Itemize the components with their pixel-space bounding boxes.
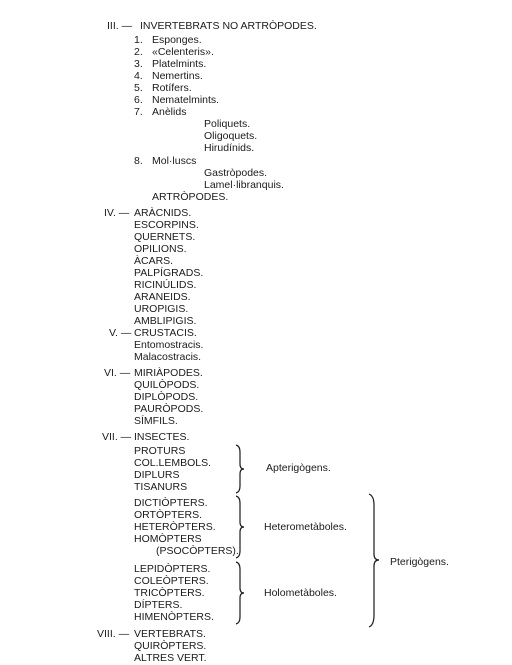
list-item: Anèlids xyxy=(152,106,187,118)
list-item: DIPLURS xyxy=(134,469,180,481)
list-item: MIRIÀPODES. xyxy=(134,367,203,379)
list-item: LEPIDÒPTERS. xyxy=(134,563,211,575)
list-item: COL.LEMBOLS. xyxy=(134,457,212,469)
list-item: Nemertins. xyxy=(152,70,203,82)
group-label-apterigogens: Apterigògens. xyxy=(266,462,331,474)
list-item: QUILÒPODS. xyxy=(134,379,200,391)
list-number: 8. xyxy=(134,155,143,167)
group-brace-pterigogens xyxy=(366,493,382,628)
list-number: 4. xyxy=(134,70,143,82)
list-item: DIPLÒPODS. xyxy=(134,391,199,403)
list-item: «Celenteris». xyxy=(152,46,214,58)
list-item: Nematelmints. xyxy=(152,94,220,106)
list-item: HOMÒPTERS xyxy=(134,533,202,545)
list-item: HIMENÒPTERS. xyxy=(134,611,214,623)
list-item: ÀCARS. xyxy=(134,255,174,267)
list-item: ORTÒPTERS. xyxy=(134,509,203,521)
list-item: QUERNETS. xyxy=(134,231,196,243)
group-label-pterigogens: Pterigògens. xyxy=(390,556,449,568)
list-item: Entomostracis. xyxy=(134,339,204,351)
list-number: 5. xyxy=(134,82,143,94)
list-number: 6. xyxy=(134,94,143,106)
list-item: DICTIÒPTERS. xyxy=(134,497,208,509)
list-number: 2. xyxy=(134,46,143,58)
list-item: PAURÒPODS. xyxy=(134,403,204,415)
section-7-title: INSECTES. xyxy=(134,431,190,443)
section-6-number: VI. — xyxy=(104,367,131,379)
group-label-holometaboles: Holometàboles. xyxy=(264,587,337,599)
list-item: Mol·luscs xyxy=(152,155,197,167)
group-brace-apterigogens xyxy=(233,444,247,494)
list-item: ALTRES VERT. xyxy=(134,652,207,664)
list-item: Platelmints. xyxy=(152,58,207,70)
sub-item-anelids: Oligoquets. xyxy=(204,130,258,142)
list-item: UROPIGIS. xyxy=(134,303,189,315)
list-item: ESCORPINS. xyxy=(134,219,199,231)
list-item: PROTURS xyxy=(134,445,186,457)
list-item: ARÀCNIDS. xyxy=(134,207,192,219)
section-3-number: III. — xyxy=(107,20,133,32)
sub-item-anelids: Poliquets. xyxy=(204,118,251,130)
sub-item-anelids: Hirudínids. xyxy=(204,142,255,154)
list-number: 7. xyxy=(134,106,143,118)
list-item: (PSOCÒPTERS). xyxy=(156,545,239,557)
list-item: PALPÍGRADS. xyxy=(134,267,204,279)
list-item: CRUSTACIS. xyxy=(134,327,197,339)
list-item: QUIRÒPTERS. xyxy=(134,640,207,652)
section-5-number: V. — xyxy=(109,327,132,339)
list-item: TRICÒPTERS. xyxy=(134,587,205,599)
group-label-heterometaboles: Heterometàboles. xyxy=(264,521,347,533)
artropodes-heading: ARTRÒPODES. xyxy=(152,191,229,203)
section-3-title: INVERTEBRATS NO ARTRÒPODES. xyxy=(140,20,317,32)
list-item: TISANURS xyxy=(134,481,188,493)
section-7-number: VII. — xyxy=(102,431,132,443)
list-item: AMBLIPIGIS. xyxy=(134,315,197,327)
list-number: 1. xyxy=(134,34,143,46)
group-brace-holometaboles xyxy=(233,561,247,625)
list-item: VERTEBRATS. xyxy=(134,628,206,640)
list-item: Malacostracis. xyxy=(134,351,202,363)
list-item: Rotífers. xyxy=(152,82,192,94)
list-item: ARANEIDS. xyxy=(134,291,191,303)
sub-item-molluscs: Lamel·libranquis. xyxy=(204,179,284,191)
section-8-number: VIII. — xyxy=(97,628,130,640)
list-item: OPILIONS. xyxy=(134,243,187,255)
list-item: DÍPTERS. xyxy=(134,599,183,611)
sub-item-molluscs: Gastròpodes. xyxy=(204,167,268,179)
list-item: RICINÚLIDS. xyxy=(134,279,197,291)
list-item: HETERÒPTERS. xyxy=(134,521,216,533)
list-item: SÍMFILS. xyxy=(134,415,178,427)
list-item: Esponges. xyxy=(152,34,202,46)
list-item: COLEÒPTERS. xyxy=(134,575,209,587)
group-brace-heterometaboles xyxy=(233,495,247,559)
list-number: 3. xyxy=(134,58,143,70)
section-4-number: IV. — xyxy=(104,207,130,219)
